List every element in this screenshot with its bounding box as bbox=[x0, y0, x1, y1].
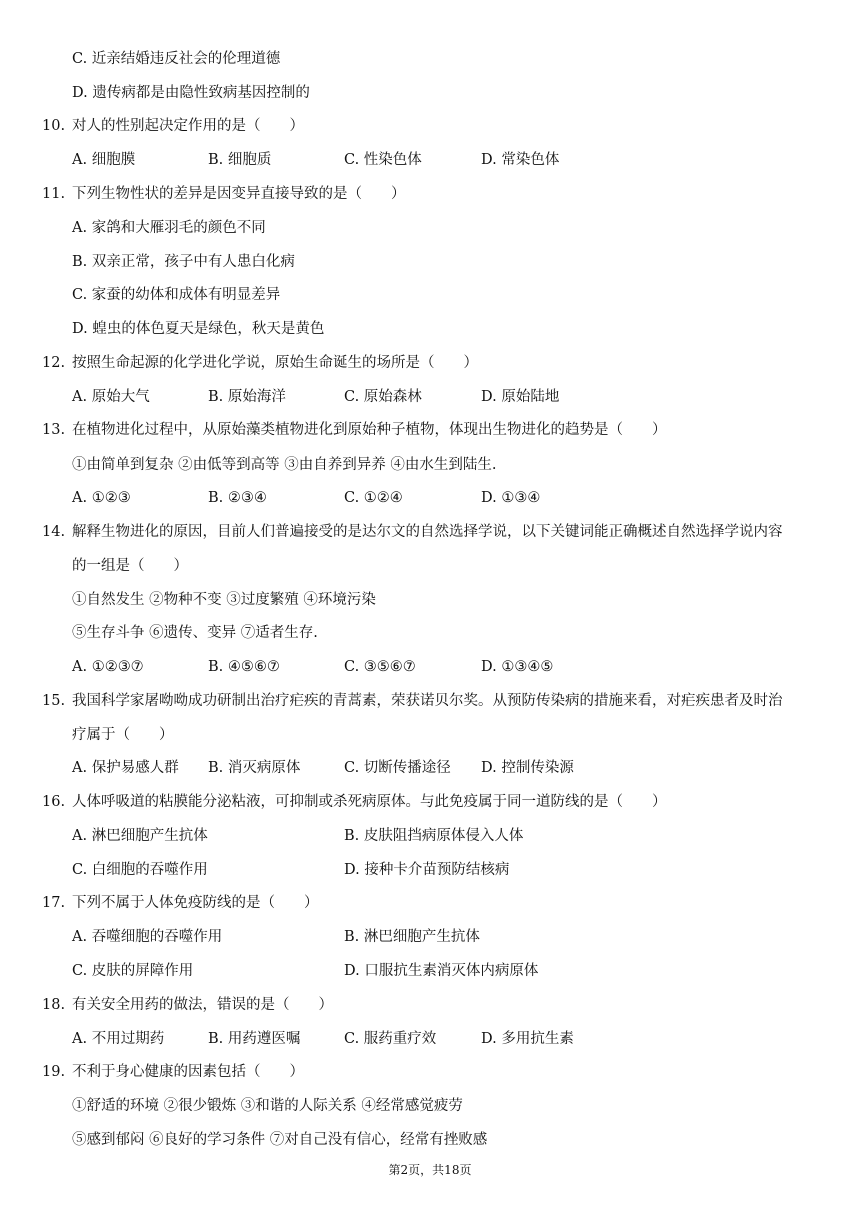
option-16-a: A. 淋巴细胞产生抗体 bbox=[72, 828, 208, 844]
option-14-a: A. ①②③⑦ bbox=[72, 659, 144, 675]
question-number: 14. bbox=[42, 524, 66, 540]
question-18-text: 有关安全用药的做法，错误的是（ ） bbox=[72, 997, 333, 1013]
question-11-text: 下列生物性状的差异是因变异直接导致的是（ ） bbox=[72, 186, 406, 202]
option-13-c: C. ①②④ bbox=[344, 490, 403, 506]
question-number: 17. bbox=[42, 895, 66, 911]
question-number: 11. bbox=[42, 186, 66, 202]
option-12-a: A. 原始大气 bbox=[72, 389, 150, 405]
option-16-c: C. 白细胞的吞噬作用 bbox=[72, 862, 208, 878]
question-15-text: 我国科学家屠呦呦成功研制出治疗疟疾的青蒿素，荣获诺贝尔奖。从预防传染病的措施来看，对疟疾患者及时治 bbox=[72, 693, 783, 709]
option-13-a: A. ①②③ bbox=[72, 490, 131, 506]
option-11-b: B. 双亲正常，孩子中有人患白化病 bbox=[72, 254, 295, 270]
option-10-c: C. 性染色体 bbox=[344, 152, 422, 168]
option-18-c: C. 服药重疗效 bbox=[344, 1031, 437, 1047]
question-19-statements-2: ⑤感到郁闷 ⑥良好的学习条件 ⑦对自己没有信心，经常有挫败感 bbox=[72, 1132, 488, 1148]
option-14-d: D. ①③④⑤ bbox=[481, 659, 554, 675]
option-12-c: C. 原始森林 bbox=[344, 389, 422, 405]
option-11-c: C. 家蚕的幼体和成体有明显差异 bbox=[72, 287, 281, 303]
question-14-text: 解释生物进化的原因，目前人们普遍接受的是达尔文的自然选择学说，以下关键词能正确概述自然选择学说内容 bbox=[72, 524, 783, 540]
question-19-text: 不利于身心健康的因素包括（ ） bbox=[72, 1064, 304, 1080]
option-17-d: D. 口服抗生素消灭体内病原体 bbox=[344, 963, 539, 979]
option-18-a: A. 不用过期药 bbox=[72, 1031, 165, 1047]
question-12-text: 按照生命起源的化学进化学说，原始生命诞生的场所是（ ） bbox=[72, 355, 478, 371]
option-10-d: D. 常染色体 bbox=[481, 152, 560, 168]
option-18-b: B. 用药遵医嘱 bbox=[208, 1031, 301, 1047]
option-18-d: D. 多用抗生素 bbox=[481, 1031, 574, 1047]
question-number: 18. bbox=[42, 997, 66, 1013]
option-15-a: A. 保护易感人群 bbox=[72, 760, 179, 776]
question-15-text-cont: 疗属于（ ） bbox=[72, 727, 174, 743]
question-13-text: 在植物进化过程中，从原始藻类植物进化到原始种子植物，体现出生物进化的趋势是（ ） bbox=[72, 422, 667, 438]
option-15-d: D. 控制传染源 bbox=[481, 760, 574, 776]
option-13-b: B. ②③④ bbox=[208, 490, 267, 506]
question-14-statements-1: ①自然发生 ②物种不变 ③过度繁殖 ④环境污染 bbox=[72, 592, 376, 608]
option-14-c: C. ③⑤⑥⑦ bbox=[344, 659, 416, 675]
option-15-b: B. 消灭病原体 bbox=[208, 760, 301, 776]
question-14-statements-2: ⑤生存斗争 ⑥遗传、变异 ⑦适者生存. bbox=[72, 625, 318, 641]
option-16-b: B. 皮肤阻挡病原体侵入人体 bbox=[344, 828, 524, 844]
question-17-text: 下列不属于人体免疫防线的是（ ） bbox=[72, 895, 319, 911]
question-number: 15. bbox=[42, 693, 66, 709]
question-14-text-cont: 的一组是（ ） bbox=[72, 558, 188, 574]
option-17-a: A. 吞噬细胞的吞噬作用 bbox=[72, 929, 223, 945]
question-number: 13. bbox=[42, 422, 66, 438]
question-13-statements: ①由简单到复杂 ②由低等到高等 ③由自养到异养 ④由水生到陆生. bbox=[72, 457, 497, 473]
question-19-statements-1: ①舒适的环境 ②很少锻炼 ③和谐的人际关系 ④经常感觉疲劳 bbox=[72, 1098, 463, 1114]
question-number: 12. bbox=[42, 355, 66, 371]
option-10-b: B. 细胞质 bbox=[208, 152, 272, 168]
option-12-b: B. 原始海洋 bbox=[208, 389, 286, 405]
option-9-d: D. 遗传病都是由隐性致病基因控制的 bbox=[72, 85, 310, 101]
question-number: 16. bbox=[42, 794, 66, 810]
page-number-footer: 第2页，共18页 bbox=[388, 1163, 472, 1177]
question-number: 10. bbox=[42, 118, 66, 134]
option-14-b: B. ④⑤⑥⑦ bbox=[208, 659, 280, 675]
option-17-b: B. 淋巴细胞产生抗体 bbox=[344, 929, 480, 945]
option-15-c: C. 切断传播途径 bbox=[344, 760, 451, 776]
question-10-text: 对人的性别起决定作用的是（ ） bbox=[72, 118, 304, 134]
question-number: 19. bbox=[42, 1064, 66, 1080]
option-13-d: D. ①③④ bbox=[481, 490, 541, 506]
option-10-a: A. 细胞膜 bbox=[72, 152, 136, 168]
question-16-text: 人体呼吸道的粘膜能分泌粘液，可抑制或杀死病原体。与此免疫属于同一道防线的是（ ） bbox=[72, 794, 667, 810]
option-16-d: D. 接种卡介苗预防结核病 bbox=[344, 862, 510, 878]
option-11-d: D. 蝗虫的体色夏天是绿色，秋天是黄色 bbox=[72, 321, 325, 337]
option-11-a: A. 家鸽和大雁羽毛的颜色不同 bbox=[72, 220, 266, 236]
option-17-c: C. 皮肤的屏障作用 bbox=[72, 963, 194, 979]
option-12-d: D. 原始陆地 bbox=[481, 389, 560, 405]
option-9-c: C. 近亲结婚违反社会的伦理道德 bbox=[72, 51, 281, 67]
